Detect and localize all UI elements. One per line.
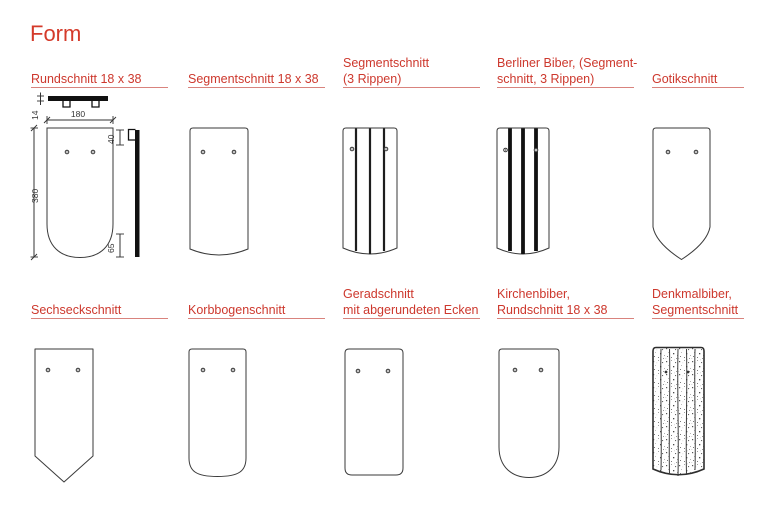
label-line: Gotikschnitt	[652, 71, 718, 86]
nib-hook-icon	[63, 101, 70, 107]
nail-hole-dot	[351, 148, 352, 149]
tile-groove	[661, 349, 662, 470]
tile-side-profile	[135, 130, 140, 257]
nail-hole-dot	[535, 149, 536, 150]
label-line: Segmentschnitt	[652, 302, 739, 317]
nail-hole-dot	[232, 369, 233, 370]
figure-berliner-biber	[496, 127, 551, 260]
nail-hole-dot	[385, 148, 386, 149]
label-rundschnitt	[31, 50, 168, 88]
label-kirchenbiber	[497, 282, 634, 319]
tile-shape-segment-cut	[190, 128, 248, 255]
label-line: schnitt, 3 Rippen)	[497, 71, 595, 86]
nail-hole-dot	[77, 369, 78, 370]
nail-hole-dot	[667, 151, 668, 152]
tile-groove	[669, 349, 670, 474]
tile-shape-basket-arch-cut	[189, 349, 246, 477]
label-line: Rundschnitt 18 x 38	[31, 71, 142, 86]
tile-shape-hexagon-cut	[35, 349, 93, 482]
label-line: Rundschnitt 18 x 38	[497, 302, 608, 317]
nail-hole-dot	[202, 151, 203, 152]
figure-geradschnitt	[344, 348, 405, 477]
nail-hole-dot	[92, 151, 93, 152]
dimension-value-width: 180	[70, 109, 86, 119]
label-geradschnitt	[343, 282, 480, 319]
figure-rundschnitt-dimensioned	[30, 92, 170, 264]
label-korbbogenschnitt	[188, 282, 325, 319]
dimension-value-height: 380	[30, 188, 40, 203]
tile-shape-round-cut	[47, 128, 113, 258]
nail-hole-dot	[202, 369, 203, 370]
figure-denkmalbiber	[652, 346, 706, 481]
page-title: Form	[30, 21, 82, 46]
label-segmentschnitt-3-rippen	[343, 50, 480, 88]
label-line: mit abgerundeten Ecken	[343, 302, 479, 317]
tile-shape-straight-cut-rounded	[345, 349, 403, 475]
nail-hole-dot	[695, 151, 696, 152]
figure-kirchenbiber	[498, 348, 561, 479]
nail-hole-dot	[505, 149, 506, 150]
dimension-value-thickness: 14	[30, 110, 40, 120]
label-line: Korbbogenschnitt	[188, 302, 286, 317]
nail-hole-dot	[357, 370, 358, 371]
nail-hole-dot	[387, 370, 388, 371]
figure-korbbogenschnitt	[188, 348, 248, 479]
label-line: Segmentschnitt	[343, 56, 430, 70]
tile-shape-gothic-cut	[653, 128, 710, 260]
figure-segmentschnitt	[189, 127, 250, 259]
label-line: Denkmalbiber,	[652, 287, 732, 301]
label-line: Sechseckschnitt	[31, 302, 122, 317]
nail-hole-dot	[514, 369, 515, 370]
label-line: Segmentschnitt 18 x 38	[188, 71, 319, 86]
figure-segmentschnitt-3-rippen	[342, 127, 399, 260]
nail-hole-dot	[540, 369, 541, 370]
label-line: Berliner Biber, (Segment-	[497, 56, 638, 70]
nail-hole	[687, 371, 690, 374]
tile-groove	[678, 349, 679, 476]
nail-hole-dot	[47, 369, 48, 370]
tile-groove	[695, 349, 696, 470]
label-denkmalbiber	[652, 282, 744, 319]
nail-hole	[665, 371, 668, 374]
tile-shape-round-cut	[499, 349, 559, 478]
label-segmentschnitt	[188, 50, 325, 88]
nail-hole-dot	[66, 151, 67, 152]
tile-groove	[686, 349, 687, 474]
label-line: Kirchenbiber,	[497, 287, 570, 301]
label-line: Geradschnitt	[343, 287, 414, 301]
nail-hole-dot	[233, 151, 234, 152]
nib-hook-icon	[92, 101, 99, 107]
label-line: (3 Rippen)	[343, 71, 402, 86]
figure-gotikschnitt	[652, 127, 712, 262]
label-gotikschnitt	[652, 50, 744, 88]
side-hook-icon	[129, 130, 136, 141]
tile-cross-section	[48, 96, 108, 101]
dimension-value-head-overlap: 40	[106, 134, 116, 144]
figure-sechseckschnitt	[34, 348, 95, 484]
label-sechseckschnitt	[31, 282, 168, 319]
label-berliner-biber	[497, 50, 638, 88]
dimension-value-foot-curve: 65	[106, 243, 116, 253]
